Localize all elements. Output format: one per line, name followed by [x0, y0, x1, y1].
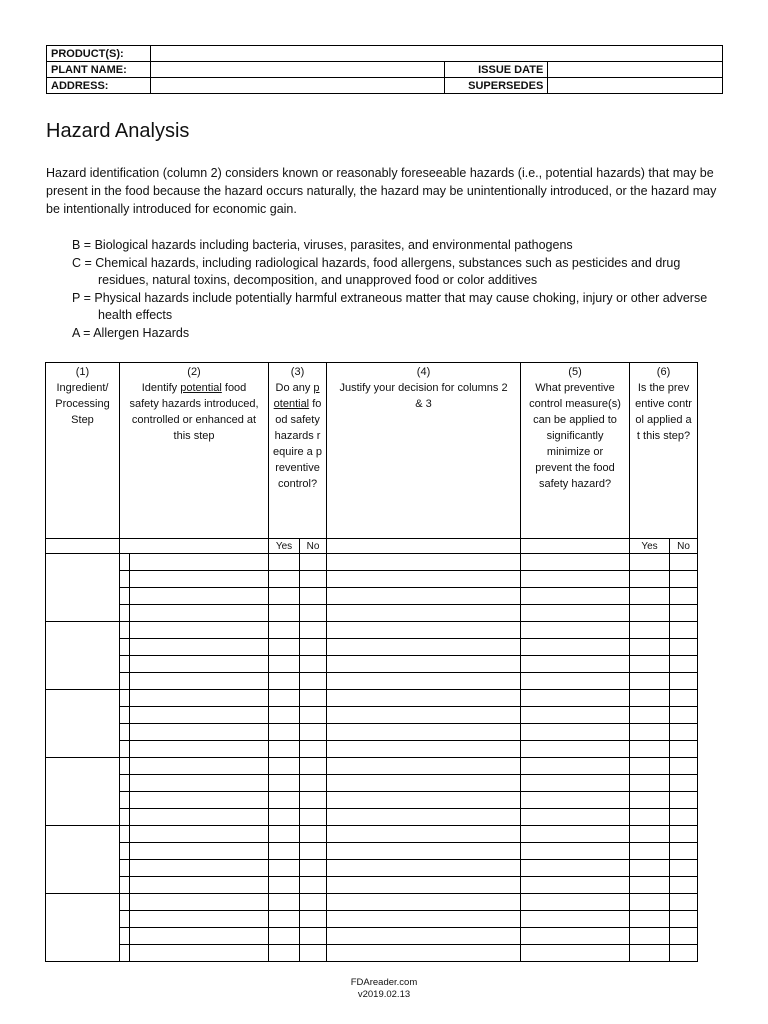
preventive-measure-cell[interactable] — [521, 911, 630, 928]
step-cell[interactable] — [46, 554, 120, 622]
yes-cell[interactable] — [269, 775, 300, 792]
justification-cell[interactable] — [327, 758, 521, 775]
applied-no-cell[interactable] — [670, 707, 698, 724]
justification-cell[interactable] — [327, 911, 521, 928]
applied-no-cell[interactable] — [670, 741, 698, 758]
no-cell[interactable] — [300, 639, 327, 656]
table-row — [46, 928, 698, 945]
yes-cell[interactable] — [269, 707, 300, 724]
plant-name-field[interactable] — [150, 62, 444, 78]
applied-no-cell[interactable] — [670, 622, 698, 639]
no-cell[interactable] — [300, 622, 327, 639]
supersedes-field[interactable] — [548, 78, 723, 94]
column-number: (1) — [75, 366, 90, 378]
applied-yes-cell[interactable] — [630, 945, 670, 962]
applied-no-cell[interactable] — [670, 571, 698, 588]
hazard-cell[interactable] — [130, 843, 269, 860]
hazard-type-cell[interactable] — [120, 554, 130, 571]
applied-yes-cell[interactable] — [630, 792, 670, 809]
applied-yes-cell[interactable] — [630, 554, 670, 571]
applied-yes-cell[interactable] — [630, 622, 670, 639]
justification-cell[interactable] — [327, 724, 521, 741]
legend-item: P = Physical hazards include potentially harmful extraneous matter that may cause choking, injury or other adverse health effects — [72, 290, 708, 322]
hazard-type-cell[interactable] — [120, 656, 130, 673]
column-text: Justify your decision for columns 2 & 3 — [339, 382, 508, 410]
hazard-cell[interactable] — [130, 639, 269, 656]
applied-yes-cell[interactable] — [630, 775, 670, 792]
yes-cell[interactable] — [269, 605, 300, 622]
preventive-measure-cell[interactable] — [521, 945, 630, 962]
hazard-cell[interactable] — [130, 588, 269, 605]
yes-cell[interactable] — [269, 622, 300, 639]
preventive-measure-cell[interactable] — [521, 656, 630, 673]
footer — [0, 977, 768, 1001]
table-row — [46, 605, 698, 622]
hazard-type-cell[interactable] — [120, 605, 130, 622]
yes-label: Yes — [269, 539, 300, 554]
hazard-cell[interactable] — [130, 622, 269, 639]
justification-cell[interactable] — [327, 877, 521, 894]
empty-cell — [46, 539, 120, 554]
address-field[interactable] — [150, 78, 444, 94]
no-label: No — [300, 539, 327, 554]
yes-cell[interactable] — [269, 724, 300, 741]
applied-yes-cell[interactable] — [630, 928, 670, 945]
yes-cell[interactable] — [269, 877, 300, 894]
hazard-analysis-table — [45, 362, 698, 962]
column-text: Identify potential food safety hazards introduced, controlled or enhanced at this step — [129, 382, 259, 442]
no-cell[interactable] — [300, 945, 327, 962]
table-row — [46, 792, 698, 809]
hazard-legend — [72, 237, 722, 342]
preventive-measure-cell[interactable] — [521, 928, 630, 945]
column-text: Ingredient/ Processing Step — [55, 382, 110, 426]
preventive-measure-cell[interactable] — [521, 792, 630, 809]
hazard-cell[interactable] — [130, 605, 269, 622]
applied-yes-cell[interactable] — [630, 639, 670, 656]
preventive-measure-cell[interactable] — [521, 809, 630, 826]
preventive-measure-cell[interactable] — [521, 622, 630, 639]
column-text: What preventive control measure(s) can be applied to significantly minimize or prevent the food safety hazard? — [529, 382, 621, 490]
no-label: No — [670, 539, 698, 554]
no-cell[interactable] — [300, 809, 327, 826]
applied-no-cell[interactable] — [670, 894, 698, 911]
hazard-type-cell[interactable] — [120, 792, 130, 809]
justification-cell[interactable] — [327, 843, 521, 860]
products-label: PRODUCT(S): — [47, 46, 151, 62]
hazard-type-cell[interactable] — [120, 741, 130, 758]
preventive-measure-cell[interactable] — [521, 894, 630, 911]
applied-yes-cell[interactable] — [630, 911, 670, 928]
preventive-measure-cell[interactable] — [521, 571, 630, 588]
yes-cell[interactable] — [269, 894, 300, 911]
column-number: (5) — [568, 366, 582, 378]
yes-cell[interactable] — [269, 554, 300, 571]
no-cell[interactable] — [300, 843, 327, 860]
justification-cell[interactable] — [327, 673, 521, 690]
applied-no-cell[interactable] — [670, 792, 698, 809]
justification-cell[interactable] — [327, 809, 521, 826]
intro-paragraph: Hazard identification (column 2) considers known or reasonably foreseeable hazards (i.e., potential hazards) that may be present in the food because the hazard occurs naturally, the hazard may be unintentionally introduced, or the hazard may be intentionally introduced for economic gain. — [46, 166, 717, 216]
justification-cell[interactable] — [327, 860, 521, 877]
hazard-cell[interactable] — [130, 877, 269, 894]
no-cell[interactable] — [300, 826, 327, 843]
column-header-5 — [521, 363, 630, 539]
yes-cell[interactable] — [269, 656, 300, 673]
step-cell[interactable] — [46, 826, 120, 894]
hazard-type-cell[interactable] — [120, 758, 130, 775]
yes-cell[interactable] — [269, 690, 300, 707]
hazard-cell[interactable] — [130, 690, 269, 707]
no-cell[interactable] — [300, 758, 327, 775]
table-row — [46, 860, 698, 877]
applied-yes-cell[interactable] — [630, 690, 670, 707]
hazard-cell[interactable] — [130, 860, 269, 877]
yes-cell[interactable] — [269, 792, 300, 809]
applied-no-cell[interactable] — [670, 826, 698, 843]
applied-yes-cell[interactable] — [630, 741, 670, 758]
no-cell[interactable] — [300, 894, 327, 911]
preventive-measure-cell[interactable] — [521, 639, 630, 656]
column-header-6 — [630, 363, 698, 539]
hazard-type-cell[interactable] — [120, 639, 130, 656]
preventive-measure-cell[interactable] — [521, 758, 630, 775]
table-row — [46, 673, 698, 690]
table-row — [46, 554, 698, 571]
hazard-type-cell[interactable] — [120, 877, 130, 894]
no-cell[interactable] — [300, 911, 327, 928]
yes-cell[interactable] — [269, 639, 300, 656]
hazard-cell[interactable] — [130, 741, 269, 758]
applied-no-cell[interactable] — [670, 945, 698, 962]
applied-no-cell[interactable] — [670, 928, 698, 945]
hazard-cell[interactable] — [130, 775, 269, 792]
applied-no-cell[interactable] — [670, 656, 698, 673]
table-row — [46, 588, 698, 605]
no-cell[interactable] — [300, 707, 327, 724]
yes-cell[interactable] — [269, 673, 300, 690]
legend-item: A = Allergen Hazards — [72, 325, 190, 340]
justification-cell[interactable] — [327, 741, 521, 758]
preventive-measure-cell[interactable] — [521, 741, 630, 758]
hazard-cell[interactable] — [130, 758, 269, 775]
justification-cell[interactable] — [327, 690, 521, 707]
legend-item: C = Chemical hazards, including radiological hazards, food allergens, substances such as pesticides and drug residues, natural toxins, decomposition, and unapproved food or color additives — [72, 255, 681, 287]
hazard-cell[interactable] — [130, 792, 269, 809]
applied-no-cell[interactable] — [670, 809, 698, 826]
hazard-type-cell[interactable] — [120, 843, 130, 860]
step-cell[interactable] — [46, 622, 120, 690]
justification-cell[interactable] — [327, 588, 521, 605]
preventive-measure-cell[interactable] — [521, 860, 630, 877]
hazard-cell[interactable] — [130, 554, 269, 571]
hazard-cell[interactable] — [130, 894, 269, 911]
hazard-cell[interactable] — [130, 673, 269, 690]
issue-date-label: ISSUE DATE — [445, 62, 548, 78]
yes-cell[interactable] — [269, 843, 300, 860]
applied-yes-cell[interactable] — [630, 843, 670, 860]
table-row — [46, 877, 698, 894]
applied-no-cell[interactable] — [670, 724, 698, 741]
table-row — [46, 775, 698, 792]
hazard-cell[interactable] — [130, 656, 269, 673]
page-title: Hazard Analysis — [46, 120, 190, 142]
table-row — [46, 826, 698, 843]
hazard-cell[interactable] — [130, 571, 269, 588]
justification-cell[interactable] — [327, 571, 521, 588]
column-header-1 — [46, 363, 120, 539]
preventive-measure-cell[interactable] — [521, 843, 630, 860]
applied-yes-cell[interactable] — [630, 571, 670, 588]
yes-cell[interactable] — [269, 826, 300, 843]
applied-yes-cell[interactable] — [630, 826, 670, 843]
no-cell[interactable] — [300, 724, 327, 741]
table-row — [46, 894, 698, 911]
hazard-type-cell[interactable] — [120, 588, 130, 605]
table-row — [46, 707, 698, 724]
column-text: Do any potential food safety hazards require a preventive control? — [273, 382, 322, 490]
hazard-type-cell[interactable] — [120, 571, 130, 588]
table-row — [46, 656, 698, 673]
applied-yes-cell[interactable] — [630, 877, 670, 894]
hazard-type-cell[interactable] — [120, 775, 130, 792]
table-row — [46, 741, 698, 758]
table-row — [46, 622, 698, 639]
preventive-measure-cell[interactable] — [521, 707, 630, 724]
applied-yes-cell[interactable] — [630, 758, 670, 775]
hazard-type-cell[interactable] — [120, 707, 130, 724]
hazard-type-cell[interactable] — [120, 894, 130, 911]
table-row — [46, 945, 698, 962]
justification-cell[interactable] — [327, 639, 521, 656]
step-cell[interactable] — [46, 894, 120, 962]
no-cell[interactable] — [300, 690, 327, 707]
empty-cell — [327, 539, 521, 554]
applied-no-cell[interactable] — [670, 690, 698, 707]
yes-cell[interactable] — [269, 588, 300, 605]
applied-no-cell[interactable] — [670, 860, 698, 877]
preventive-measure-cell[interactable] — [521, 877, 630, 894]
preventive-measure-cell[interactable] — [521, 826, 630, 843]
table-row — [46, 639, 698, 656]
applied-no-cell[interactable] — [670, 843, 698, 860]
table-row — [46, 843, 698, 860]
step-cell[interactable] — [46, 758, 120, 826]
no-cell[interactable] — [300, 928, 327, 945]
table-row — [46, 911, 698, 928]
empty-cell — [120, 539, 269, 554]
applied-yes-cell[interactable] — [630, 894, 670, 911]
yes-cell[interactable] — [269, 928, 300, 945]
no-cell[interactable] — [300, 554, 327, 571]
applied-yes-cell[interactable] — [630, 860, 670, 877]
hazard-cell[interactable] — [130, 707, 269, 724]
hazard-cell[interactable] — [130, 911, 269, 928]
preventive-measure-cell[interactable] — [521, 588, 630, 605]
yes-cell[interactable] — [269, 945, 300, 962]
hazard-type-cell[interactable] — [120, 945, 130, 962]
applied-yes-cell[interactable] — [630, 588, 670, 605]
legend-item: B = Biological hazards including bacteria, viruses, parasites, and environmental pathogens — [72, 238, 573, 252]
hazard-cell[interactable] — [130, 945, 269, 962]
no-cell[interactable] — [300, 588, 327, 605]
no-cell[interactable] — [300, 860, 327, 877]
applied-yes-cell[interactable] — [630, 809, 670, 826]
plant-name-label: PLANT NAME: — [47, 62, 151, 78]
hazard-type-cell[interactable] — [120, 928, 130, 945]
no-cell[interactable] — [300, 673, 327, 690]
hazard-type-cell[interactable] — [120, 911, 130, 928]
hazard-type-cell[interactable] — [120, 622, 130, 639]
hazard-type-cell[interactable] — [120, 690, 130, 707]
table-row — [46, 690, 698, 707]
applied-no-cell[interactable] — [670, 554, 698, 571]
justification-cell[interactable] — [327, 707, 521, 724]
column-number: (6) — [656, 366, 671, 378]
no-cell[interactable] — [300, 656, 327, 673]
supersedes-label: SUPERSEDES — [445, 78, 548, 94]
preventive-measure-cell[interactable] — [521, 554, 630, 571]
hazard-cell[interactable] — [130, 724, 269, 741]
applied-no-cell[interactable] — [670, 588, 698, 605]
address-label: ADDRESS: — [47, 78, 151, 94]
no-cell[interactable] — [300, 605, 327, 622]
applied-no-cell[interactable] — [670, 911, 698, 928]
justification-cell[interactable] — [327, 656, 521, 673]
yes-cell[interactable] — [269, 809, 300, 826]
justification-cell[interactable] — [327, 554, 521, 571]
no-cell[interactable] — [300, 792, 327, 809]
column-text: Is the preventive control applied at this step? — [635, 382, 692, 442]
applied-yes-cell[interactable] — [630, 673, 670, 690]
yes-cell[interactable] — [269, 758, 300, 775]
justification-cell[interactable] — [327, 792, 521, 809]
applied-yes-cell[interactable] — [630, 605, 670, 622]
hazard-type-cell[interactable] — [120, 673, 130, 690]
yes-cell[interactable] — [269, 741, 300, 758]
column-number: (3) — [290, 366, 305, 378]
applied-no-cell[interactable] — [670, 673, 698, 690]
applied-yes-cell[interactable] — [630, 724, 670, 741]
yes-cell[interactable] — [269, 860, 300, 877]
no-cell[interactable] — [300, 571, 327, 588]
table-row — [46, 758, 698, 775]
step-cell[interactable] — [46, 690, 120, 758]
issue-date-field[interactable] — [548, 62, 723, 78]
applied-no-cell[interactable] — [670, 775, 698, 792]
empty-cell — [521, 539, 630, 554]
justification-cell[interactable] — [327, 826, 521, 843]
justification-cell[interactable] — [327, 894, 521, 911]
footer-site: FDAreader.com — [350, 977, 418, 988]
applied-no-cell[interactable] — [670, 605, 698, 622]
applied-yes-cell[interactable] — [630, 707, 670, 724]
applied-no-cell[interactable] — [670, 639, 698, 656]
footer-version: v2019.02.13 — [357, 989, 411, 1000]
column-header-4 — [327, 363, 521, 539]
preventive-measure-cell[interactable] — [521, 673, 630, 690]
no-cell[interactable] — [300, 775, 327, 792]
applied-no-cell[interactable] — [670, 758, 698, 775]
hazard-type-cell[interactable] — [120, 724, 130, 741]
hazard-cell[interactable] — [130, 928, 269, 945]
column-number: (2) — [187, 366, 201, 378]
applied-yes-cell[interactable] — [630, 656, 670, 673]
preventive-measure-cell[interactable] — [521, 775, 630, 792]
hazard-type-cell[interactable] — [120, 826, 130, 843]
no-cell[interactable] — [300, 741, 327, 758]
table-row — [46, 809, 698, 826]
preventive-measure-cell[interactable] — [521, 690, 630, 707]
hazard-type-cell[interactable] — [120, 860, 130, 877]
products-field[interactable] — [150, 46, 722, 62]
yes-cell[interactable] — [269, 571, 300, 588]
table-row — [46, 724, 698, 741]
justification-cell[interactable] — [327, 622, 521, 639]
justification-cell[interactable] — [327, 945, 521, 962]
preventive-measure-cell[interactable] — [521, 724, 630, 741]
applied-no-cell[interactable] — [670, 877, 698, 894]
yes-label: Yes — [630, 539, 670, 554]
header-table — [46, 45, 723, 94]
hazard-type-cell[interactable] — [120, 809, 130, 826]
no-cell[interactable] — [300, 877, 327, 894]
hazard-cell[interactable] — [130, 809, 269, 826]
column-header-3 — [269, 363, 327, 539]
preventive-measure-cell[interactable] — [521, 605, 630, 622]
column-number: (4) — [416, 366, 431, 378]
justification-cell[interactable] — [327, 928, 521, 945]
table-row — [46, 571, 698, 588]
hazard-cell[interactable] — [130, 826, 269, 843]
justification-cell[interactable] — [327, 605, 521, 622]
yes-cell[interactable] — [269, 911, 300, 928]
justification-cell[interactable] — [327, 775, 521, 792]
column-header-2 — [120, 363, 269, 539]
